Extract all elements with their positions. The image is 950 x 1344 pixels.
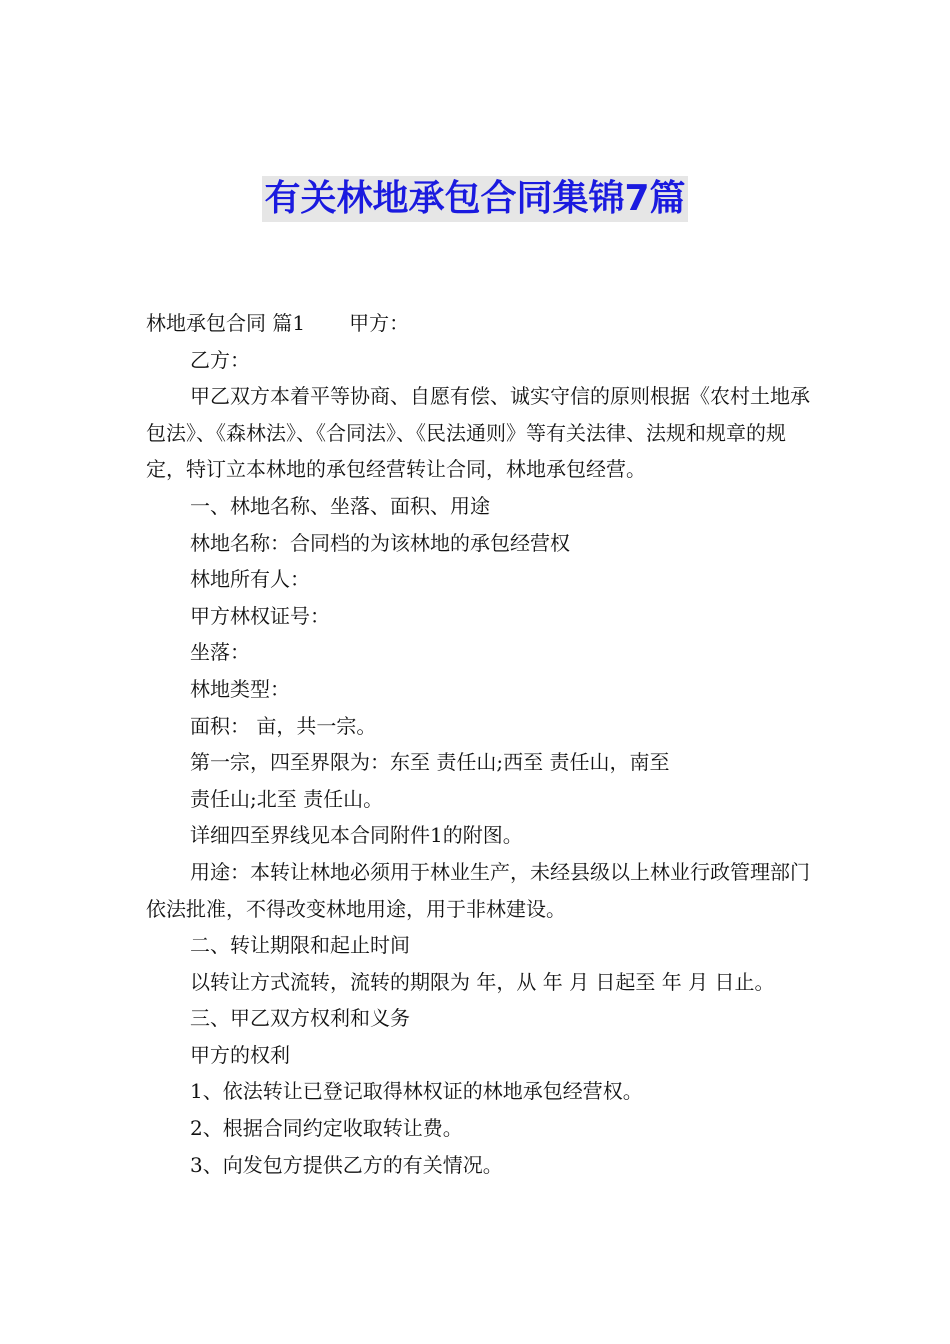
list-item-right-1: 1、依法转让已登记取得林权证的林地承包经营权。 — [190, 1079, 643, 1104]
title-wrap — [0, 176, 950, 222]
paragraph-area: 面积： 亩，共一宗。 — [190, 713, 377, 738]
paragraph-party-b: 乙方： — [190, 347, 250, 372]
paragraph-party-a-rights: 甲方的权利 — [190, 1042, 290, 1067]
paragraph-land-owner: 林地所有人： — [190, 567, 310, 592]
paragraph-boundary-2: 责任山;北至 责任山。 — [190, 786, 384, 811]
list-item-right-3: 3、向发包方提供乙方的有关情况。 — [190, 1152, 503, 1177]
paragraph-location: 坐落： — [190, 640, 250, 665]
paragraph-land-name: 林地名称：合同档的为该林地的承包经营权 — [190, 530, 570, 555]
section-heading-1: 一、林地名称、坐落、面积、用途 — [190, 493, 490, 518]
paragraph-preamble: 甲乙双方本着平等协商、自愿有偿、诚实守信的原则根据《农村土地承包法》、《森林法》、《合同法》、《民法通则》等有关法律、法规和规章的规定，特订立本林地的承包经营转让合同，林地承包经营。 — [146, 384, 810, 482]
paragraph-certificate-no: 甲方林权证号： — [190, 603, 330, 628]
paragraph-boundary-1: 第一宗，四至界限为：东至 责任山;西至 责任山，南至 — [190, 750, 670, 775]
party-a-label: 甲方： — [349, 311, 410, 335]
document-body — [146, 305, 822, 1183]
paragraph-boundary-detail: 详细四至界线见本合同附件1的附图。 — [190, 823, 523, 848]
paragraph-usage: 用途：本转让林地必须用于林业生产，未经县级以上林业行政管理部门依法批准，不得改变林地用途，用于非林建设。 — [146, 859, 810, 921]
section-heading-3: 三、甲乙双方权利和义务 — [190, 1006, 410, 1031]
paragraph-term: 以转让方式流转，流转的期限为 年，从 年 月 日起至 年 月 日止。 — [190, 969, 775, 994]
section-heading-2: 二、转让期限和起止时间 — [190, 933, 410, 958]
paragraph-land-type: 林地类型： — [190, 676, 290, 701]
contract-heading: 林地承包合同 篇1 — [146, 311, 306, 335]
list-item-right-2: 2、根据合同约定收取转让费。 — [190, 1116, 463, 1141]
document-title: 有关林地承包合同集锦7篇 — [262, 176, 687, 222]
first-line — [146, 305, 822, 342]
